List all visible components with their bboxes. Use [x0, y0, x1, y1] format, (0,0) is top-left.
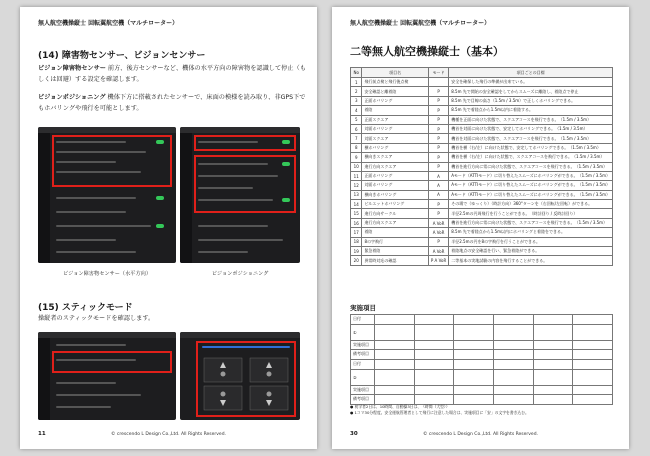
table-cell: 安全を確保した飛行の準備が出来ている。	[449, 78, 613, 87]
table-cell: 機首を進行方向に常に向けた状態で、スクエアコースを飛行できる。（1.5m / 3.5m）	[449, 162, 613, 171]
table-cell: 着陸	[362, 228, 428, 237]
stick-diagram	[200, 354, 292, 414]
grid-cell	[533, 395, 573, 405]
table-cell: 飛行前点検と飛行後点検	[362, 78, 428, 87]
grid-label: ②	[351, 369, 375, 385]
table-cell: 8.5m 先で目線の高さ（1.5m / 3.5m）で正しくホバリングできる。	[449, 96, 613, 105]
table-cell: 12	[351, 181, 362, 190]
page-header: 無人航空機操縦士 回転翼航空機（マルチローター）	[38, 20, 179, 27]
table-cell: A	[428, 181, 448, 190]
toggle-switch	[156, 196, 164, 200]
table-cell: 対面スクエア	[362, 134, 428, 143]
term-vision-positioning: ビジョンポジショニング	[38, 94, 106, 101]
table-cell: 機種を正面に向けた状態で、スクエアコースを飛行できる。（1.5m / 3.5m）	[449, 115, 613, 124]
term-obstacle-sensor: ビジョン障害物センサー	[38, 65, 106, 72]
table-cell: 9	[351, 153, 362, 162]
table-row	[351, 78, 613, 87]
table-cell: 16	[351, 218, 362, 227]
table-cell: 二等基本の実地試験の内容を飛行することができる。	[449, 256, 613, 265]
table-cell: 進行方向サークル	[362, 209, 428, 218]
table-cell: Aモード（ATTIモード）に切り替えたスムーズにホバリングができる。（1.5m / 3.5m）	[449, 190, 613, 199]
table-row	[351, 106, 613, 115]
table-cell: 正面スクエア	[362, 115, 428, 124]
section-15-title: (15) スティックモード	[38, 303, 133, 313]
table-row	[351, 162, 613, 171]
grid-cell	[573, 340, 613, 350]
practice-grid-1	[350, 314, 613, 360]
caption-obstacle-sensor: ビジョン障害物センサー（水平方向）	[62, 271, 152, 277]
app-sidebar	[38, 338, 50, 420]
setting-line	[198, 187, 253, 189]
table-row	[351, 171, 613, 180]
grid-cell	[414, 340, 454, 350]
table-row	[351, 218, 613, 227]
table-row	[351, 200, 613, 209]
setting-line	[56, 239, 116, 241]
table-row	[351, 247, 613, 256]
grid-cell	[533, 340, 573, 350]
table-cell: ピルエットホバリング	[362, 200, 428, 209]
setting-line	[198, 239, 283, 241]
grid-cell	[414, 315, 454, 325]
copyright: © crescendo L Design Co.,Ltd. All Rights Reserved.	[111, 432, 226, 437]
caption-vision-positioning: ビジョンポジショニング	[211, 271, 269, 277]
setting-line	[56, 141, 126, 143]
table-cell: Aモード（ATTIモード）に切り替えたスムーズにホバリングができる。（1.5m / 3.5m）	[449, 171, 613, 180]
table-row	[351, 181, 613, 190]
table-cell: A	[428, 190, 448, 199]
table-header-row	[351, 68, 613, 78]
setting-line	[56, 197, 136, 199]
table-cell: 機首を進行方向に常に向けた状態で、スクエアコースを飛行できる。（1.5m / 3.5m）	[449, 218, 613, 227]
table-cell: その場で（ゆっくり）（時計方向）360°ターンを（右回転/左回転）ができる。	[449, 200, 613, 209]
grid-cell	[414, 360, 454, 370]
table-row	[351, 209, 613, 218]
table-row	[351, 115, 613, 124]
grid-cell	[375, 395, 415, 405]
grid-cell	[573, 395, 613, 405]
copyright: © crescendo L Design Co.,Ltd. All Rights Reserved.	[423, 432, 538, 437]
table-cell: 18	[351, 237, 362, 246]
table-cell: 機首を対面に向けた状態で、安定してホバリングできる。（1.5m / 3.5m）	[449, 124, 613, 133]
table-cell: 13	[351, 190, 362, 199]
grid-label: 備考項目	[351, 395, 375, 405]
table-cell: 6	[351, 124, 362, 133]
table-cell	[428, 78, 448, 87]
grid-cell	[414, 350, 454, 360]
table-cell: 8の字飛行	[362, 237, 428, 246]
grid-cell	[375, 385, 415, 395]
column-header: モード	[428, 68, 448, 78]
grid-cell	[533, 369, 573, 385]
table-cell: 19	[351, 247, 362, 256]
setting-line	[56, 225, 151, 227]
app-topbar	[180, 127, 300, 133]
setting-line	[56, 161, 116, 163]
grid-cell	[493, 350, 533, 360]
left-page	[20, 7, 317, 449]
section-14-title: (14) 障害物センサー、ビジョンセンサー	[38, 51, 206, 61]
table-cell: 4	[351, 106, 362, 115]
grid-row	[351, 395, 613, 405]
grid-label: 実施項目	[351, 340, 375, 350]
grid-cell	[414, 369, 454, 385]
grid-cell	[573, 315, 613, 325]
table-cell: 横ホバリング	[362, 143, 428, 152]
grid-cell	[375, 369, 415, 385]
page-number: 30	[350, 431, 358, 437]
page-title: 二等無人航空機操縦士（基本）	[350, 45, 504, 58]
toggle-switch	[156, 140, 164, 144]
column-header: 項目名	[362, 68, 428, 78]
table-cell: 3	[351, 96, 362, 105]
table-cell: 着陸	[362, 106, 428, 115]
app-sidebar	[180, 133, 192, 263]
setting-line	[56, 251, 136, 253]
setting-line	[56, 151, 146, 153]
note-1: ● 初学者2日は、10時間、自動操3日は、（時間（大型））	[350, 404, 450, 409]
table-row	[351, 228, 613, 237]
grid-cell	[533, 315, 573, 325]
practice-grid-2	[350, 359, 613, 405]
grid-row	[351, 385, 613, 395]
table-cell: 正面ホバリング	[362, 96, 428, 105]
table-cell: 進行方向スクエア	[362, 162, 428, 171]
grid-cell	[493, 385, 533, 395]
table-row	[351, 143, 613, 152]
table-cell: P	[428, 209, 448, 218]
app-sidebar	[38, 133, 50, 263]
table-cell: 14	[351, 200, 362, 209]
grid-row	[351, 315, 613, 325]
column-header: 項目ごとの目標	[449, 68, 613, 78]
grid-cell	[493, 315, 533, 325]
grid-row	[351, 369, 613, 385]
setting-line	[198, 163, 268, 165]
table-cell: 緊急着陸	[362, 247, 428, 256]
table-row	[351, 134, 613, 143]
grid-cell	[493, 395, 533, 405]
grid-cell	[414, 395, 454, 405]
table-cell: 異常時対応の確認	[362, 256, 428, 265]
grid-cell	[573, 360, 613, 370]
setting-line	[198, 175, 278, 177]
table-cell: 機首を対面に向けた状態で、スクエアコースを飛行できる。（1.5m / 3.5m）	[449, 134, 613, 143]
grid-cell	[573, 385, 613, 395]
table-row	[351, 256, 613, 265]
highlight-box	[194, 135, 296, 151]
table-cell: 10	[351, 162, 362, 171]
app-topbar	[180, 332, 300, 338]
table-cell: 11	[351, 171, 362, 180]
table-cell: 半径2.5mの円を8の字飛行を行うことができる。	[449, 237, 613, 246]
table-cell: P	[428, 96, 448, 105]
highlight-box	[52, 351, 172, 373]
exam-item-table	[350, 67, 613, 266]
table-cell: P	[428, 237, 448, 246]
table-cell: 着陸地点の安全確認を行い、緊急着陸ができる。	[449, 247, 613, 256]
table-cell: P	[428, 106, 448, 115]
grid-cell	[573, 350, 613, 360]
grid-cell	[573, 324, 613, 340]
grid-cell	[533, 385, 573, 395]
table-cell: 対面ホバリング	[362, 124, 428, 133]
table-cell: 機首を横（右/左）に向けた状態で、スクエアコースを飛行できる。（1.5m / 3.5m）	[449, 153, 613, 162]
grid-label: 日付	[351, 315, 375, 325]
table-cell: P	[428, 87, 448, 96]
grid-row	[351, 324, 613, 340]
setting-line	[198, 199, 273, 201]
table-cell: 横向きスクエア	[362, 153, 428, 162]
app-topbar	[38, 332, 176, 338]
grid-label: 備考項目	[351, 350, 375, 360]
screenshot-stick-mode-list	[38, 332, 176, 420]
grid-cell	[375, 340, 415, 350]
grid-cell	[493, 340, 533, 350]
toggle-switch	[282, 198, 290, 202]
table-cell: A VoR	[428, 218, 448, 227]
grid-cell	[454, 324, 494, 340]
page-number: 11	[38, 431, 46, 437]
grid-cell	[414, 385, 454, 395]
grid-cell	[454, 340, 494, 350]
table-cell: A VoR	[428, 228, 448, 237]
grid-cell	[375, 360, 415, 370]
table-cell: 8.5m 先で着陸点から1.5m以内にホバリングと着陸をできる。	[449, 228, 613, 237]
table-row	[351, 87, 613, 96]
table-cell: P	[428, 134, 448, 143]
toggle-switch	[282, 162, 290, 166]
grid-cell	[375, 324, 415, 340]
table-row	[351, 153, 613, 162]
grid-cell	[414, 324, 454, 340]
app-topbar	[38, 127, 176, 133]
grid-cell	[573, 369, 613, 385]
grid-cell	[533, 324, 573, 340]
page-header: 無人航空機操縦士 回転翼航空機（マルチローター）	[350, 20, 491, 27]
grid-cell	[493, 360, 533, 370]
table-cell: 機首を横（右/左）に向けた状態で、安定してホバリングできる。（1.5m / 3.5m）	[449, 143, 613, 152]
grid-row	[351, 360, 613, 370]
grid-label: ①	[351, 324, 375, 340]
setting-line	[56, 359, 136, 361]
paragraph-obstacle-sensor	[38, 64, 306, 85]
grid-cell	[493, 369, 533, 385]
table-cell: 横向きホバリング	[362, 190, 428, 199]
setting-line	[56, 344, 126, 346]
grid-cell	[533, 350, 573, 360]
grid-row	[351, 340, 613, 350]
grid-cell	[454, 385, 494, 395]
practice-section-title: 実施項目	[350, 304, 376, 312]
grid-cell	[454, 360, 494, 370]
table-cell: P	[428, 200, 448, 209]
table-cell: P	[428, 143, 448, 152]
right-page	[332, 7, 629, 449]
column-header: No	[351, 68, 362, 78]
table-cell: P	[428, 162, 448, 171]
grid-cell	[454, 395, 494, 405]
table-cell: 17	[351, 228, 362, 237]
table-cell: Aモード（ATTIモード）に切り替えたスムーズにホバリングができる。（1.5m / 3.5m）	[449, 181, 613, 190]
table-cell: 対面ホバリング	[362, 181, 428, 190]
table-cell: P	[428, 115, 448, 124]
table-cell: 15	[351, 209, 362, 218]
setting-line	[198, 141, 258, 143]
table-cell: 正面ホバリング	[362, 171, 428, 180]
setting-line	[56, 171, 141, 173]
table-row	[351, 124, 613, 133]
table-cell: 20	[351, 256, 362, 265]
paragraph-vision-positioning	[38, 93, 306, 114]
text-obstacle-sensor: 前方、後方センサーなど、機体の水平方向の障害物を認識して停止（もしくは回避）する設定を確認します。	[38, 65, 306, 83]
table-cell: 進行方向スクエア	[362, 218, 428, 227]
setting-line	[56, 211, 126, 213]
table-cell: 8	[351, 143, 362, 152]
screenshot-obstacle-sensor	[38, 127, 176, 263]
grid-cell	[454, 315, 494, 325]
grid-label: 日付	[351, 360, 375, 370]
setting-line	[56, 394, 141, 396]
paragraph-stick-mode: 操縦者のスティックモードを確認します。	[38, 315, 155, 322]
table-cell: A	[428, 171, 448, 180]
text-vision-positioning: 機体下方に搭載されたセンサーで、床面の模様を読み取り、非GPS下でもホバリングや飛行を可能とします。	[38, 94, 306, 112]
table-cell: P	[428, 153, 448, 162]
table-cell: 1	[351, 78, 362, 87]
table-cell: 8.5m 先で開始の安全確認をしてからスムーズに離陸し、着陸点で停止	[449, 87, 613, 96]
table-cell: 7	[351, 134, 362, 143]
table-row	[351, 96, 613, 105]
grid-label: 実施項目	[351, 385, 375, 395]
grid-cell	[375, 350, 415, 360]
grid-cell	[533, 360, 573, 370]
toggle-switch	[156, 224, 164, 228]
grid-cell	[375, 315, 415, 325]
table-cell: 2	[351, 87, 362, 96]
screenshot-vision-positioning	[180, 127, 300, 263]
table-cell: 8.5m 先で着陸点から1.5m以内に着陸する。	[449, 106, 613, 115]
table-row	[351, 190, 613, 199]
table-cell: 5	[351, 115, 362, 124]
setting-line	[198, 251, 248, 253]
table-cell: A VoR	[428, 247, 448, 256]
grid-cell	[454, 369, 494, 385]
table-cell: 半径2.5mの円周飛行を行うことができる。（時計回り / 反時計回り）	[449, 209, 613, 218]
mode-tabs	[202, 346, 290, 348]
screenshot-stick-mode-diagram	[180, 332, 300, 420]
setting-line	[56, 406, 111, 408]
setting-line	[56, 382, 116, 384]
table-cell: P A VoR	[428, 256, 448, 265]
grid-cell	[493, 324, 533, 340]
setting-line	[198, 225, 268, 227]
grid-cell	[454, 350, 494, 360]
note-2: ● 1コマ30分程度。安全運航管理者として飛行に注意した場合は、実施項目に「安」の文字を書き込む。	[350, 410, 529, 415]
grid-row	[351, 350, 613, 360]
table-cell: 安全確認と離着陸	[362, 87, 428, 96]
table-row	[351, 237, 613, 246]
table-cell: P	[428, 124, 448, 133]
toggle-switch	[282, 140, 290, 144]
